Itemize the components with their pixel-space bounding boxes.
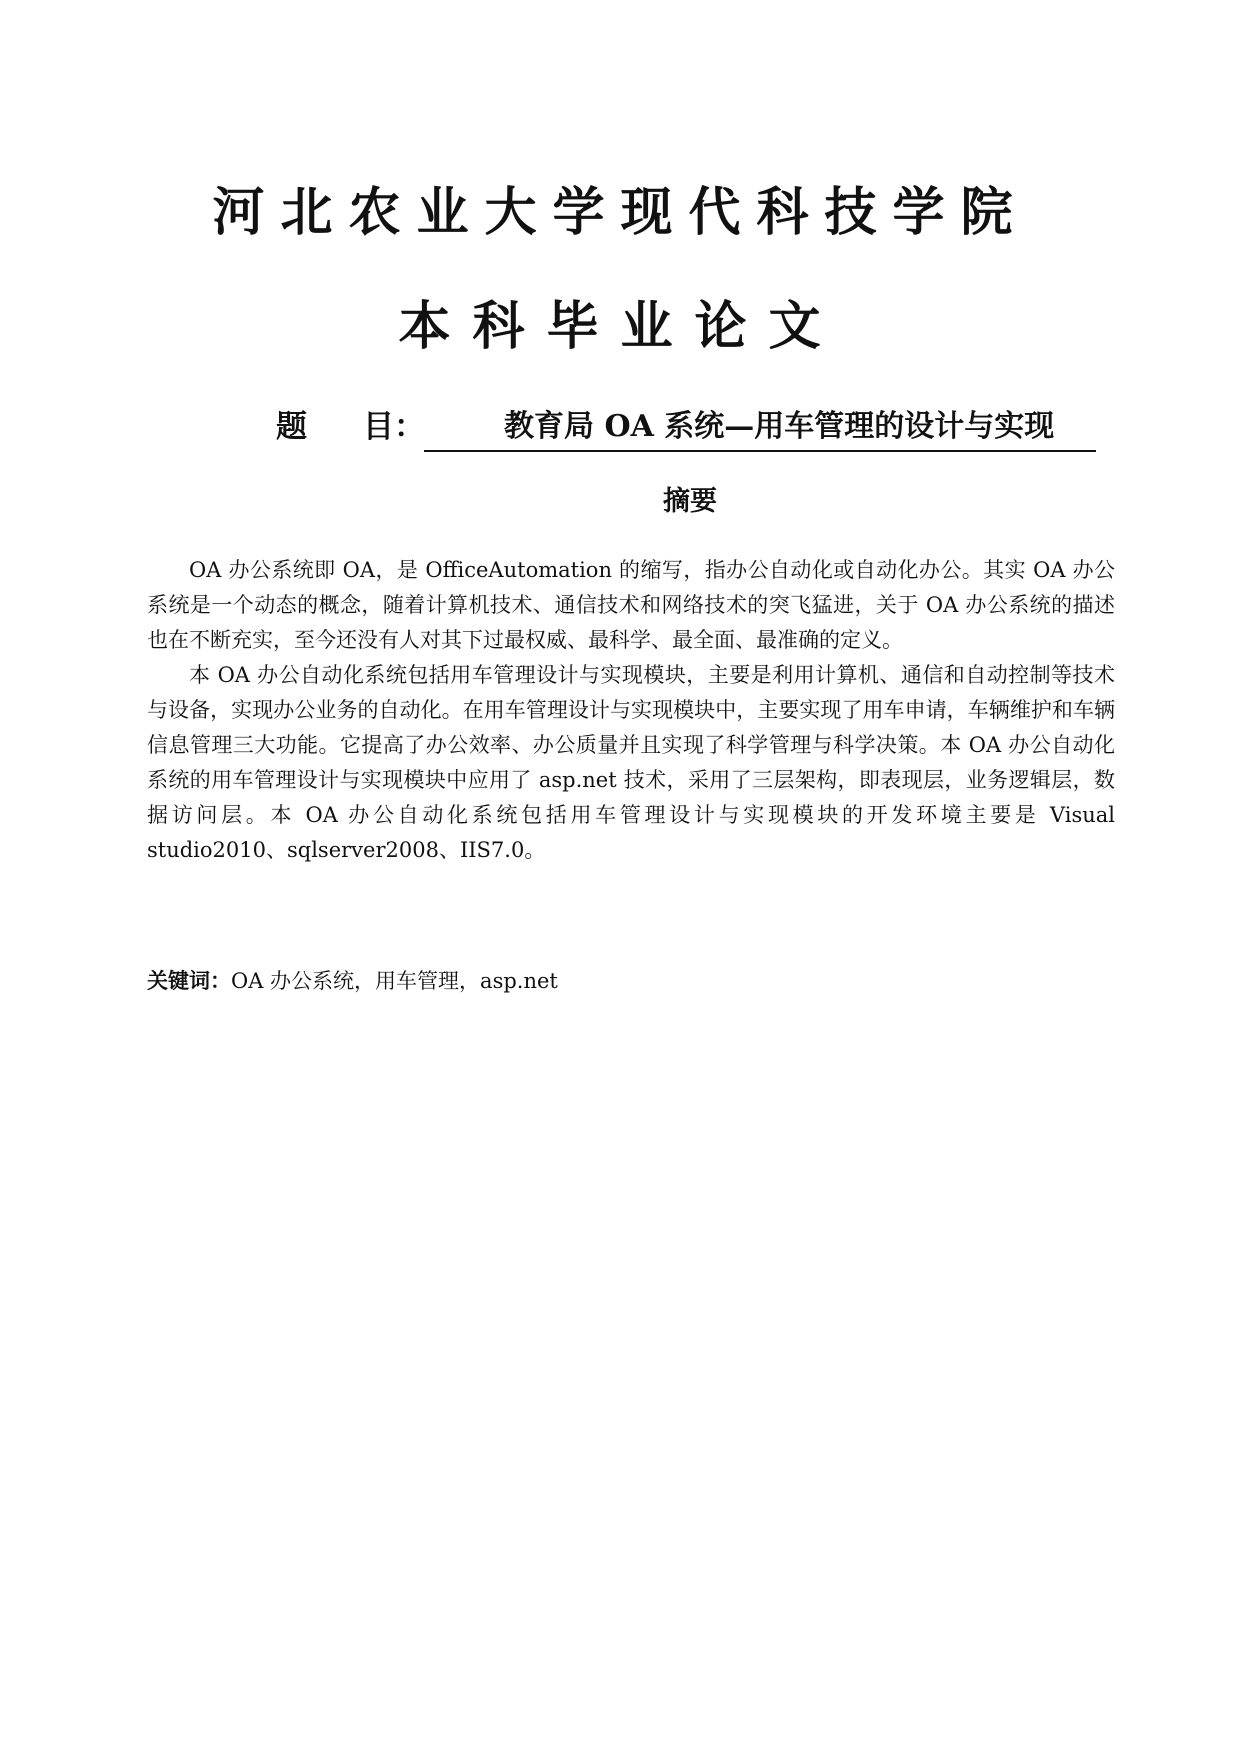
- keywords-line: [147, 964, 1115, 999]
- abstract-paragraph-2: 本 OA 办公自动化系统包括用车管理设计与实现模块，主要是利用计算机、通信和自动控制等技术与设备，实现办公业务的自动化。在用车管理设计与实现模块中，主要实现了用车申请，车辆维护和车辆信息管理三大功能。它提高了办公效率、办公质量并且实现了科学管理与科学决策。本 OA 办公自动化系统的用车管理设计与实现模块中应用了 asp.net 技术，采用了三层架构，即表现层，业务逻辑层，数据访问层。本 OA 办公自动化系统包括用车管理设计与实现模块的开发环境主要是 Visual studio2010、sqlserver2008、IIS7.0。: [147, 663, 1115, 862]
- thesis-title-label: [276, 402, 425, 452]
- abstract-body: [147, 553, 1115, 868]
- thesis-title-label-part1: 题: [276, 409, 307, 445]
- thesis-title-label-part2: 目：: [363, 409, 425, 445]
- thesis-title-value: 教育局 OA 系统—用车管理的设计与实现: [504, 409, 1055, 444]
- thesis-title-row: [276, 402, 1096, 452]
- keywords-value: OA 办公系统，用车管理，asp.net: [231, 969, 558, 993]
- thesis-title-underline: [424, 402, 1096, 452]
- abstract-heading: 摘要: [663, 486, 717, 517]
- keywords-label: 关键词：: [147, 969, 231, 993]
- school-name: 河北农业大学现代科技学院: [212, 183, 1029, 243]
- abstract-paragraph-1: OA 办公系统即 OA，是 OfficeAutomation 的缩写，指办公自动化或自动化办公。其实 OA 办公系统是一个动态的概念，随着计算机技术、通信技术和网络技术的突飞猛进，关于 OA 办公系统的描述也在不断充实，至今还没有人对其下过最权威、最科学、最全面、最准确的定义。: [147, 558, 1115, 652]
- thesis-type-title: 本科毕业论文: [398, 297, 843, 357]
